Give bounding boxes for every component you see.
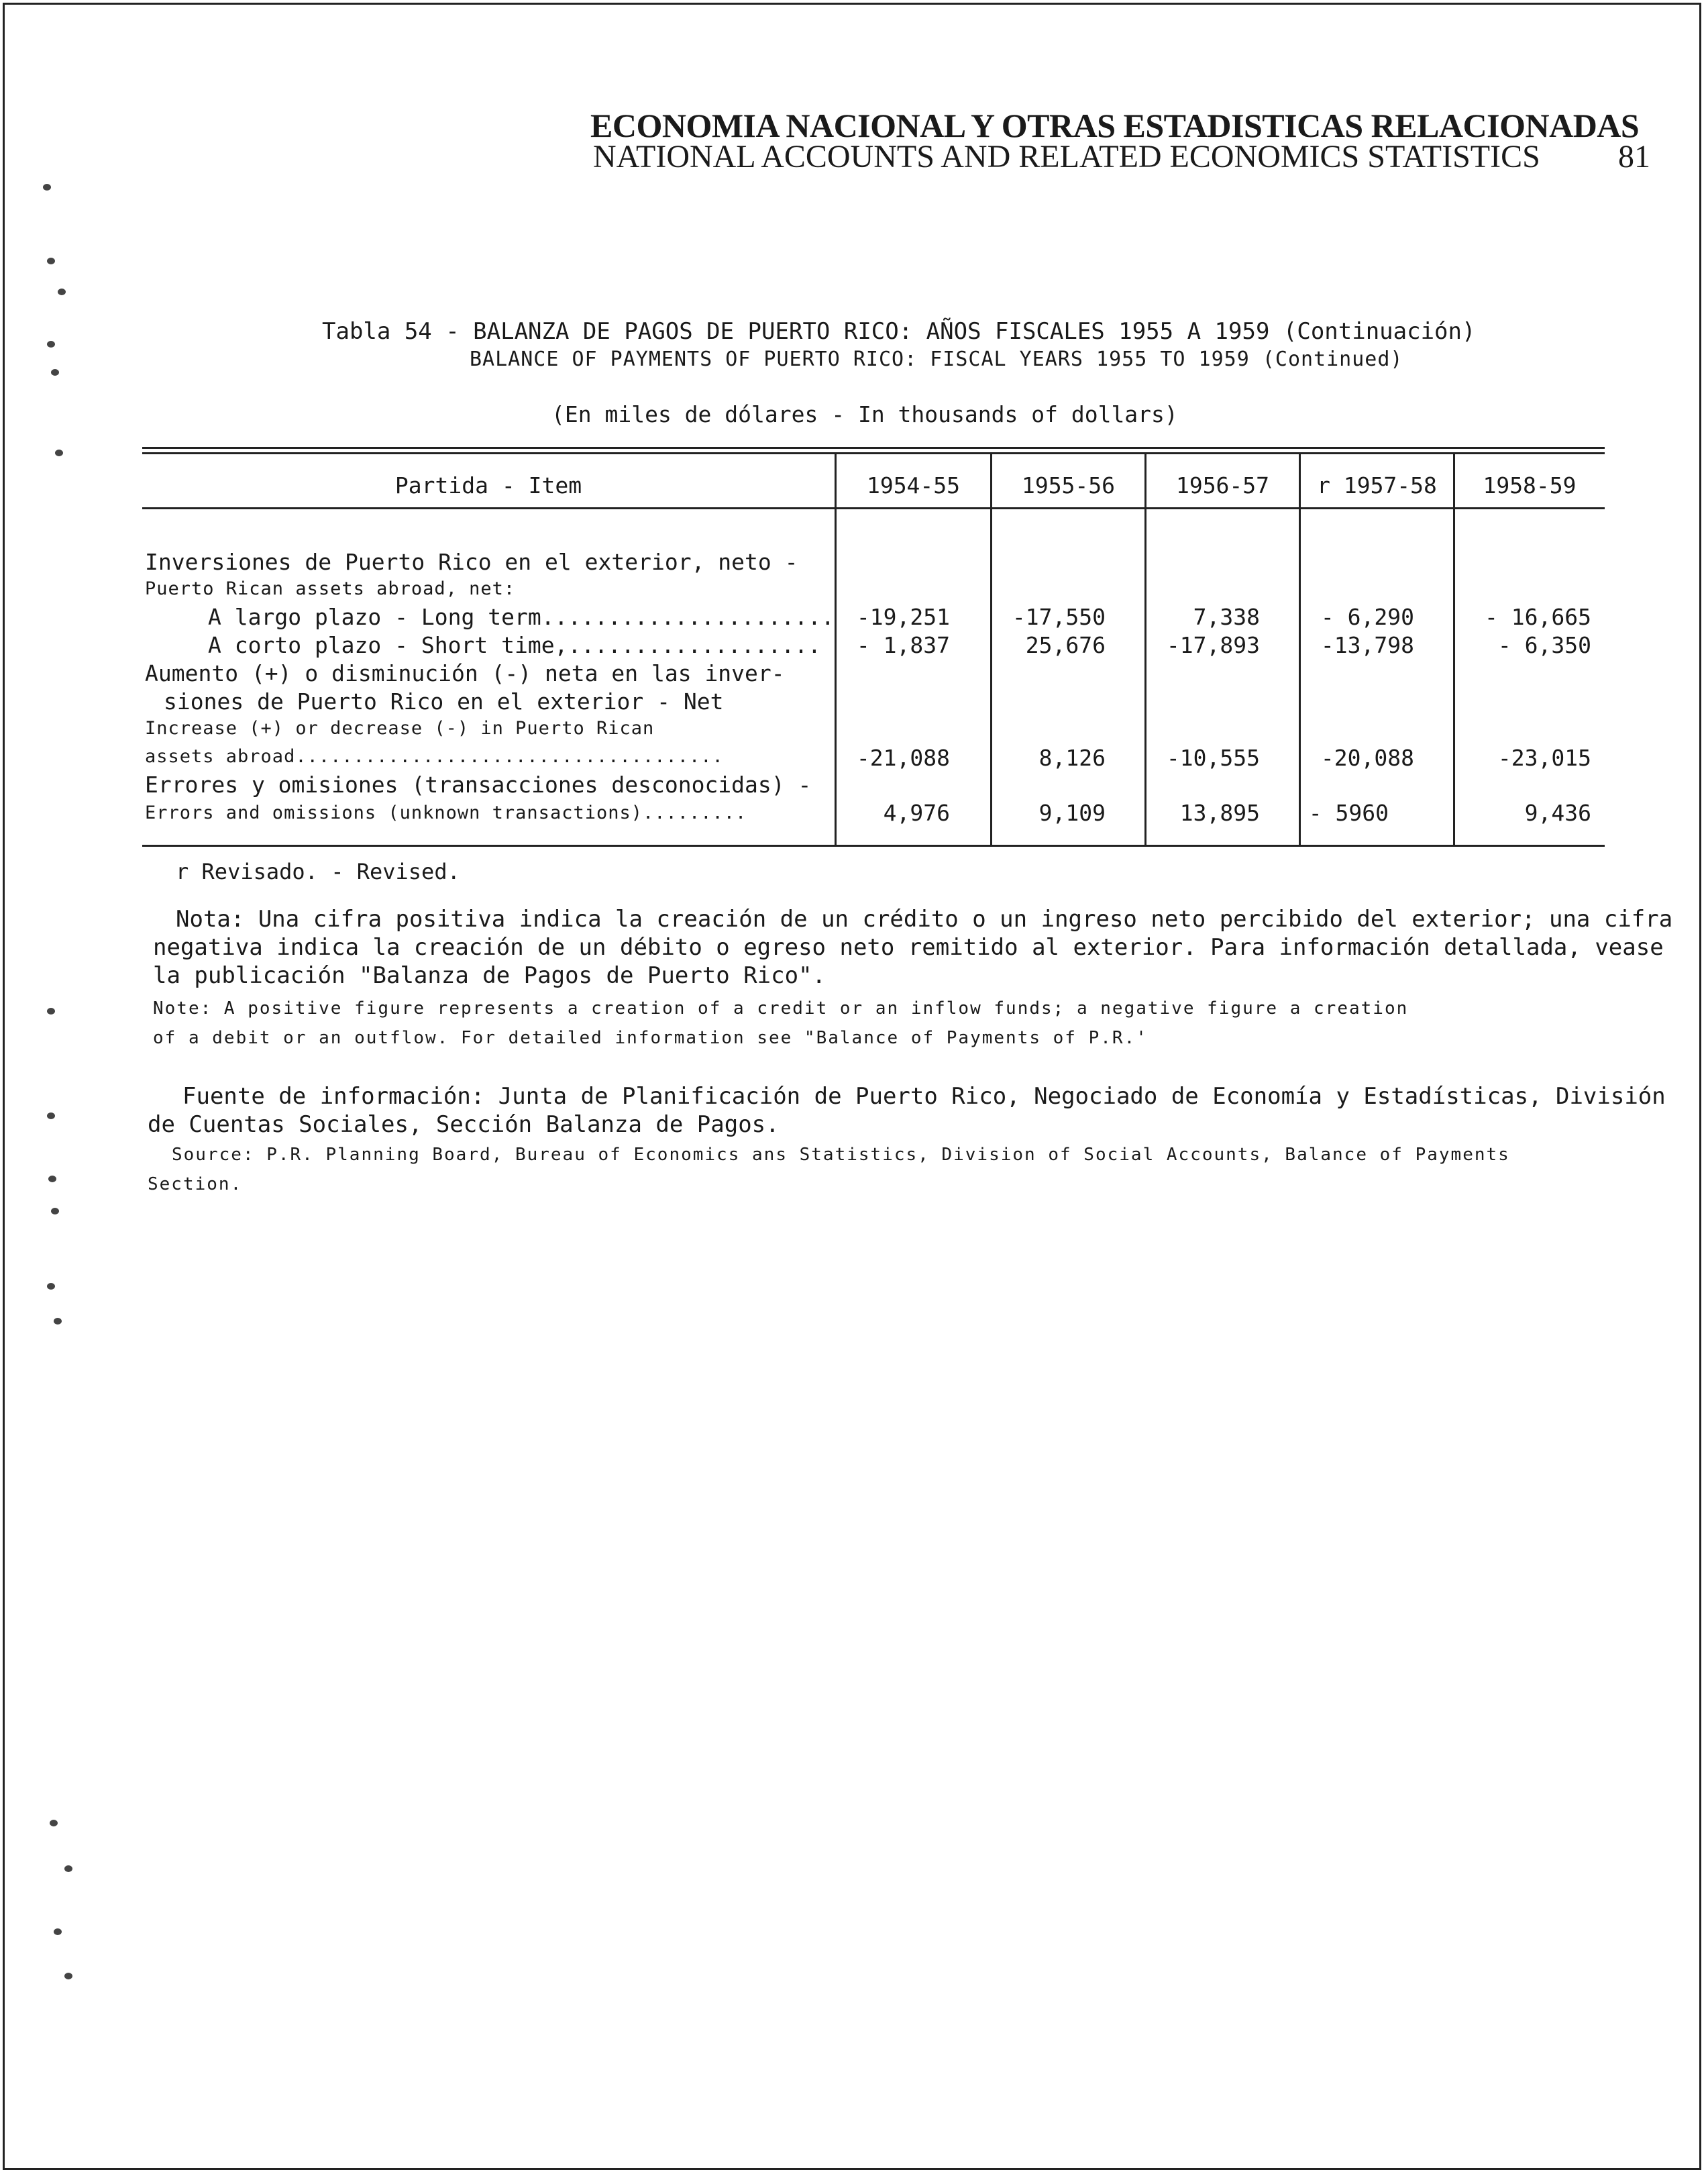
table-cell: -17,893 [1166, 632, 1260, 658]
table-cell: 9,109 [1038, 800, 1106, 826]
table-title-en: BALANCE OF PAYMENTS OF PUERTO RICO: FISCAL YEARS 1955 TO 1959 (Continued) [470, 348, 1403, 371]
table-cell: -13,798 [1320, 632, 1414, 658]
table-cell: 13,895 [1179, 800, 1260, 826]
table-cell: -10,555 [1166, 745, 1260, 771]
fuente-es: de Cuentas Sociales, Sección Balanza de Pagos. [148, 1111, 780, 1138]
table-cell: 8,126 [1038, 745, 1106, 771]
scan-speck [47, 1008, 55, 1015]
scan-speck [47, 258, 55, 264]
table-cell: -21,088 [856, 745, 950, 771]
scan-speck [48, 1176, 56, 1182]
column-header-year: 1958-59 [1483, 472, 1577, 499]
section-assets-en: Puerto Rican assets abroad, net: [145, 578, 516, 599]
table-cell: -19,251 [856, 604, 950, 630]
row-label-net-es: Aumento (+) o disminución (-) neta en las inver- [145, 660, 785, 686]
scan-speck [64, 1865, 72, 1872]
table-cell: - 1,837 [856, 632, 950, 658]
table-bottom-rule [142, 845, 1605, 847]
page-number: 81 [1618, 139, 1650, 174]
scan-speck [51, 1208, 59, 1214]
scan-speck [47, 341, 55, 348]
table-top-rule-1 [142, 447, 1605, 449]
table-title-es: Tabla 54 - BALANZA DE PAGOS DE PUERTO RICO: AÑOS FISCALES 1955 A 1959 (Continuación) [322, 318, 1476, 345]
table-cell: - 5960 [1308, 800, 1389, 826]
table-cell: -20,088 [1320, 745, 1414, 771]
table-cell: 4,976 [883, 800, 950, 826]
nota-es: Nota: Una cifra positiva indica la creación de un crédito o un ingreso neto percibido del exterior; una cifra [176, 906, 1673, 933]
scan-speck [47, 1283, 55, 1290]
note-en: Note: A positive figure represents a creation of a credit or an inflow funds; a negative figure a creation [153, 998, 1409, 1019]
column-header-year: 1956-57 [1175, 472, 1270, 499]
footnote-revised: r Revisado. - Revised. [176, 859, 460, 884]
header-title-en: NATIONAL ACCOUNTS AND RELATED ECONOMICS STATISTICS [593, 139, 1540, 174]
row-label-long-term: A largo plazo - Long term...................... [208, 604, 835, 630]
scan-speck [54, 1928, 62, 1935]
scan-speck [64, 1973, 72, 1979]
table-cell: - 16,665 [1485, 604, 1591, 630]
col-divider-5 [1453, 452, 1455, 845]
nota-es: la publicación "Balanza de Pagos de Puerto Rico". [153, 962, 826, 989]
scan-speck [51, 369, 59, 376]
table-top-rule-2 [142, 452, 1605, 454]
scan-speck [58, 289, 66, 295]
row-label-short-term: A corto plazo - Short time,................... [208, 632, 821, 658]
table-cell: -17,550 [1012, 604, 1106, 630]
column-header-year: 1954-55 [866, 472, 961, 499]
header-title-es: ECONOMIA NACIONAL Y OTRAS ESTADISTICAS RELACIONADAS [590, 107, 1640, 144]
row-label-net-en: Increase (+) or decrease (-) in Puerto Rican [145, 718, 655, 739]
section-assets-es: Inversiones de Puerto Rico en el exterior, neto - [145, 549, 798, 575]
scan-speck [50, 1820, 58, 1826]
table-cell: - 6,290 [1320, 604, 1414, 630]
row-label-net-en: assets abroad..................................... [145, 746, 724, 767]
column-header-year: 1955-56 [1021, 472, 1116, 499]
scan-speck [47, 1112, 55, 1119]
column-header-year: r 1957-58 [1317, 472, 1437, 499]
table-cell: 9,436 [1524, 800, 1591, 826]
fuente-es: Fuente de información: Junta de Planificación de Puerto Rico, Negociado de Economía y Estadísticas, División [182, 1083, 1666, 1110]
column-header-item: Partida - Item [394, 472, 582, 499]
table-header-rule [142, 507, 1605, 509]
nota-es: negativa indica la creación de un débito o egreso neto remitido al exterior. Para información detallada, vease [153, 934, 1664, 961]
note-en: of a debit or an outflow. For detailed information see "Balance of Payments of P.R.' [153, 1028, 1148, 1048]
table-cell: - 6,350 [1497, 632, 1591, 658]
table-cell: -23,015 [1497, 745, 1591, 771]
scan-speck [55, 450, 63, 456]
source-en: Section. [148, 1174, 243, 1194]
scan-speck [54, 1318, 62, 1325]
row-label-errors-en: Errors and omissions (unknown transactions)......... [145, 802, 747, 823]
table-cell: 7,338 [1193, 604, 1260, 630]
scan-speck [43, 184, 51, 191]
table-cell: 25,676 [1025, 632, 1106, 658]
row-label-errors-es: Errores y omisiones (transacciones desconocidas) - [145, 772, 812, 798]
row-label-net-es: siones de Puerto Rico en el exterior - Net [164, 688, 724, 715]
table-units: (En miles de dólares - In thousands of dollars) [551, 401, 1178, 427]
source-en: Source: P.R. Planning Board, Bureau of Economics ans Statistics, Division of Social Accounts, Balance of Payments [172, 1145, 1510, 1165]
